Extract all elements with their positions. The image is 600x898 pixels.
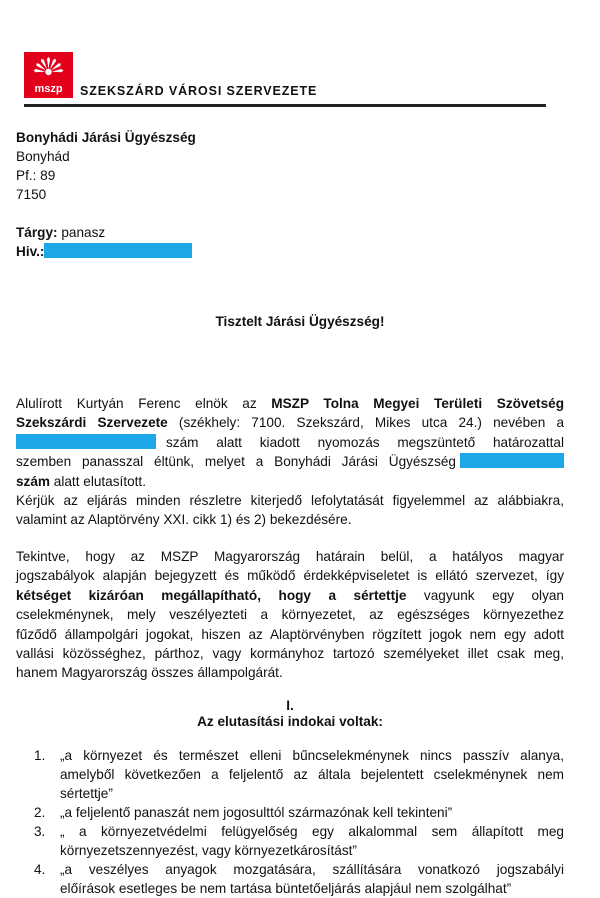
list-item-number: 4. (34, 862, 46, 877)
para1-line5: szám alatt elutasított. (16, 473, 146, 489)
para1-line1: Alulírott Kurtyán Ferenc elnök az MSZP Tolna Megyei Területi Szövetség (16, 396, 564, 411)
para1-line3: szám alatt kiadott nyomozás megszüntető határozattal (16, 433, 564, 452)
redacted-decision-number (460, 453, 564, 468)
subject-value: panasz (61, 225, 106, 240)
para1-line2: Szekszárdi Szervezete (székhely: 7100. Szekszárd, Mikes utca 24.) nevében a (16, 415, 565, 431)
list-item-number: 2. (34, 805, 46, 820)
para3-line7: hanem Magyarország összes állampolgárát. (16, 665, 283, 681)
para1-line4: szemben panasszal éltünk, melyet a Bonyhádi Járási Ügyészség (16, 452, 564, 471)
redacted-reference (44, 243, 192, 258)
list-item: 1. „a környezet és természet elleni bűncselekménynek nincs passzív alanya, amelyből következően a feljelentő az általa bejelentett cselekménynek nem sértettje” (34, 748, 564, 801)
list-item: 2. „a feljelentő panaszát nem jogosulttól származónak kell tekinteni” (34, 805, 453, 820)
paragraph-intro (16, 394, 564, 491)
redacted-case-number (16, 434, 156, 449)
para3-line2: jogszabályok alapján bejegyzett és működő érdekképviseletet is ellátó szervezet, így (16, 568, 564, 584)
reference-line (16, 242, 196, 261)
para3-line1: Tekintve, hogy az MSZP Magyarország határain belül, a hatályos magyar (16, 549, 564, 564)
paragraph-request (16, 491, 564, 530)
salutation: Tisztelt Járási Ügyészség! (215, 314, 385, 329)
para2-line2: valamint az Alaptörvény XXI. cikk 1) és 2) bekezdésére. (16, 512, 352, 528)
recipient-pobox: Pf.: 89 (16, 168, 56, 183)
header-divider (24, 104, 546, 107)
list-item-number: 3. (34, 824, 46, 839)
logo-text: mszp (34, 83, 63, 95)
reference-label: Hiv.: (16, 244, 45, 259)
subject-label: Tárgy: (16, 225, 58, 240)
para3-line5: fűződő állampolgári jogokat, hiszen az Alaptörvényben rögzített jogok nem egy adott (16, 626, 564, 642)
recipient-name: Bonyhádi Járási Ügyészség (16, 130, 196, 145)
para3-line4: cselekménynek, mely veszélyezteti a környezetet, az egészséges környezethez (16, 607, 564, 623)
para3-line6: vallási közösséghez, párthoz, vagy kormányhoz tartozó személyeket illet csak meg, (16, 646, 564, 662)
paragraph-argument (16, 547, 564, 683)
section-title: Az elutasítási indokai voltak: (197, 714, 383, 729)
list-item: 3. „ a környezetvédelmi felügyelőség egy alkalommal sem állapított meg környezetszennyezést, vagy környezetkárosítást” (34, 824, 564, 858)
org-name: SZEKSZÁRD VÁROSI SZERVEZETE (80, 84, 318, 98)
recipient-city: Bonyhád (16, 149, 70, 164)
mszp-rose-logo (24, 52, 73, 98)
address-block (16, 128, 196, 261)
list-item-number: 1. (34, 748, 46, 763)
list-item: 4. „a veszélyes anyagok mozgatására, szállítására vonatkozó jogszabályi előírások esetleges be nem tartása büntetőeljárás alapjául nem szolgálhat” (34, 862, 564, 896)
section-number: I. (286, 698, 294, 713)
recipient-zip: 7150 (16, 187, 47, 202)
rejection-reasons-list (34, 746, 564, 898)
para3-line3: kétséget kizáróan megállapítható, hogy a sértettje vagyunk egy olyan (16, 587, 564, 603)
para2-line1: Kérjük az eljárás minden részletre kiterjedő lefolytatását figyelemmel az alábbiakra, (16, 493, 564, 508)
subject-line (16, 223, 196, 242)
